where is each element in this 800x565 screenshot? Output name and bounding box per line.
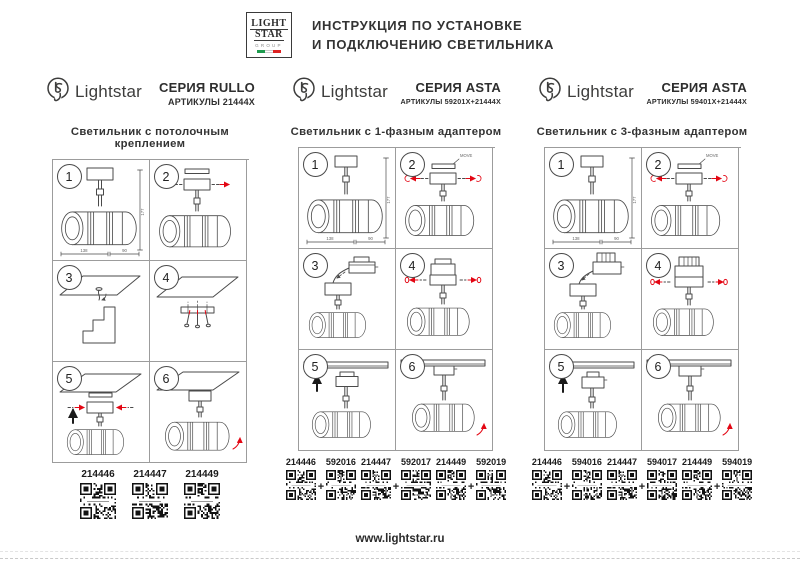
- step-cell: [545, 350, 642, 451]
- step-number: 1: [57, 164, 82, 189]
- series-block: [159, 76, 255, 107]
- step-number: 1: [549, 152, 574, 177]
- qr-code: [361, 470, 391, 500]
- title-line1: ИНСТРУКЦИЯ ПО УСТАНОВКЕ: [311, 17, 523, 33]
- svg-text:177: 177: [139, 208, 145, 216]
- lightstar-bulb-icon: [537, 76, 563, 108]
- svg-text:90: 90: [367, 236, 373, 241]
- qr-code: [722, 470, 752, 500]
- step-cell: [396, 148, 493, 249]
- page-header: [0, 12, 800, 58]
- qr-code: [647, 470, 677, 500]
- column-rullo-header: [44, 76, 256, 108]
- step-cell: [299, 350, 396, 451]
- qr-code: [476, 470, 506, 500]
- series-articles: АРТИКУЛЫ 59201X+21444X: [400, 97, 501, 106]
- qr-code: [401, 470, 431, 500]
- sku-code: 214449: [185, 469, 219, 480]
- sku-code: 592019: [476, 457, 507, 467]
- plus-sign: +: [713, 481, 721, 493]
- step-cell: [299, 148, 396, 249]
- series-block: [401, 76, 501, 106]
- step-number: 4: [154, 265, 179, 290]
- qr-code: [436, 470, 466, 500]
- step-number: 6: [646, 354, 671, 379]
- sku-code: 214447: [360, 457, 391, 467]
- svg-text:138: 138: [79, 248, 88, 253]
- sku-code: 214449: [682, 457, 713, 467]
- sku-item: [572, 457, 602, 500]
- step-number: 2: [154, 164, 179, 189]
- column-subtitle: Светильник с потолочным креплением: [70, 126, 230, 150]
- sku-code: 592017: [401, 457, 432, 467]
- brand-wordmark: Lightstar: [75, 82, 143, 101]
- series-articles: АРТИКУЛЫ 21444X: [168, 97, 255, 107]
- svg-text:177: 177: [385, 196, 391, 204]
- series-name: СЕРИЯ ASTA: [661, 80, 747, 95]
- brand-wordmark: Lightstar: [567, 82, 635, 101]
- sku-item: [286, 457, 316, 500]
- plus-sign: +: [317, 481, 325, 493]
- sku-pair: [532, 457, 602, 500]
- step-number: 2: [646, 152, 671, 177]
- qr-code: [132, 483, 168, 519]
- qr-code: [326, 470, 356, 500]
- brand-wordmark: Lightstar: [321, 82, 389, 101]
- logo-line1: LIGHT: [251, 18, 287, 29]
- lightstar-brand: [291, 76, 388, 108]
- sku-code: 592016: [325, 457, 356, 467]
- series-block: [647, 76, 747, 106]
- step-number: 5: [303, 354, 328, 379]
- qr-code: [532, 470, 562, 500]
- sku-row-asta1: [285, 457, 507, 500]
- step-number: 6: [400, 354, 425, 379]
- sku-pair: [436, 457, 506, 500]
- svg-text:138: 138: [571, 236, 580, 241]
- step-cell: [545, 148, 642, 249]
- sku-code: 214446: [81, 469, 115, 480]
- sku-item: [682, 457, 712, 500]
- steps-grid-asta1: [298, 147, 495, 451]
- lightstar-brand: [45, 76, 142, 108]
- step-cell: [299, 249, 396, 350]
- logo-line3: GROUP: [255, 43, 283, 48]
- step-number: 3: [57, 265, 82, 290]
- svg-text:90: 90: [121, 248, 127, 253]
- step-cell: [53, 261, 150, 362]
- steps-grid-rullo: [52, 159, 249, 463]
- step-cell: [150, 362, 247, 463]
- step-cell: [396, 249, 493, 350]
- step-cell: [150, 261, 247, 362]
- qr-code: [184, 483, 220, 519]
- sku-pair: [607, 457, 677, 500]
- cut-line-light: [0, 551, 800, 552]
- cut-line: [0, 558, 800, 559]
- qr-code: [286, 470, 316, 500]
- step-number: 5: [57, 366, 82, 391]
- move-label: MOVE: [459, 153, 472, 158]
- series-name: СЕРИЯ ASTA: [415, 80, 501, 95]
- sku-code: 594017: [647, 457, 678, 467]
- step-number: 3: [303, 253, 328, 278]
- steps-grid-asta3: [544, 147, 741, 451]
- step-number: 4: [400, 253, 425, 278]
- sku-pair: [361, 457, 431, 500]
- lightstar-brand: [537, 76, 634, 108]
- column-subtitle: Светильник с 1-фазным адаптером: [290, 126, 502, 138]
- column-asta1-header: [290, 76, 502, 108]
- lightstar-bulb-icon: [291, 76, 317, 108]
- move-label: MOVE: [705, 153, 718, 158]
- sku-item: [436, 457, 466, 500]
- sku-row-asta3: [531, 457, 753, 500]
- step-cell: [642, 249, 739, 350]
- step-cell: [642, 148, 739, 249]
- svg-text:90: 90: [613, 236, 619, 241]
- sku-code: 214449: [436, 457, 467, 467]
- sku-code: 214447: [133, 469, 167, 480]
- title-line2: И ПОДКЛЮЧЕНИЮ СВЕТИЛЬНИКА: [311, 37, 555, 52]
- series-name: СЕРИЯ RULLO: [159, 80, 255, 95]
- step-number: 1: [303, 152, 328, 177]
- qr-code: [572, 470, 602, 500]
- sku-item: [401, 457, 431, 500]
- step-cell: [150, 160, 247, 261]
- italian-flag-stripe: [257, 50, 281, 53]
- sku-code: 214446: [285, 457, 316, 467]
- column-asta-1phase: [285, 76, 507, 500]
- qr-code: [607, 470, 637, 500]
- step-cell: [53, 160, 150, 261]
- step-cell: [53, 362, 150, 463]
- step-cell: [642, 350, 739, 451]
- column-asta-3phase: [531, 76, 753, 500]
- website-url: www.lightstar.ru: [355, 533, 445, 545]
- column-asta3-header: [536, 76, 748, 108]
- step-number: 3: [549, 253, 574, 278]
- step-number: 6: [154, 366, 179, 391]
- sku-code: 594019: [722, 457, 753, 467]
- logo-line2: STAR: [254, 29, 283, 40]
- step-number: 5: [549, 354, 574, 379]
- step-number: 4: [646, 253, 671, 278]
- sku-item: [722, 457, 752, 500]
- lightstar-bulb-icon: [45, 76, 71, 108]
- step-number: 2: [400, 152, 425, 177]
- sku-code: 594016: [571, 457, 602, 467]
- series-articles: АРТИКУЛЫ 59401X+21444X: [646, 97, 747, 106]
- sku-code: 214446: [531, 457, 562, 467]
- column-rullo: [44, 76, 256, 519]
- sku-item: [326, 457, 356, 500]
- plus-sign: +: [392, 481, 400, 493]
- sku-row-rullo: [44, 469, 256, 519]
- sku-item: [476, 457, 506, 500]
- sku-item: [647, 457, 677, 500]
- qr-code: [80, 483, 116, 519]
- sku-pair: [286, 457, 356, 500]
- sku-item: [132, 469, 168, 519]
- lightstar-group-logo: [246, 12, 292, 58]
- sku-item: [532, 457, 562, 500]
- sku-item: [607, 457, 637, 500]
- sku-item: [184, 469, 220, 519]
- plus-sign: +: [467, 481, 475, 493]
- step-cell: [545, 249, 642, 350]
- sku-code: 214447: [606, 457, 637, 467]
- plus-sign: +: [638, 481, 646, 493]
- page-title: [312, 16, 554, 55]
- svg-text:177: 177: [631, 196, 637, 204]
- plus-sign: +: [563, 481, 571, 493]
- column-subtitle: Светильник с 3-фазным адаптером: [536, 126, 748, 138]
- step-cell: [396, 350, 493, 451]
- qr-code: [682, 470, 712, 500]
- svg-text:138: 138: [325, 236, 334, 241]
- sku-item: [80, 469, 116, 519]
- sku-pair: [682, 457, 752, 500]
- sku-item: [361, 457, 391, 500]
